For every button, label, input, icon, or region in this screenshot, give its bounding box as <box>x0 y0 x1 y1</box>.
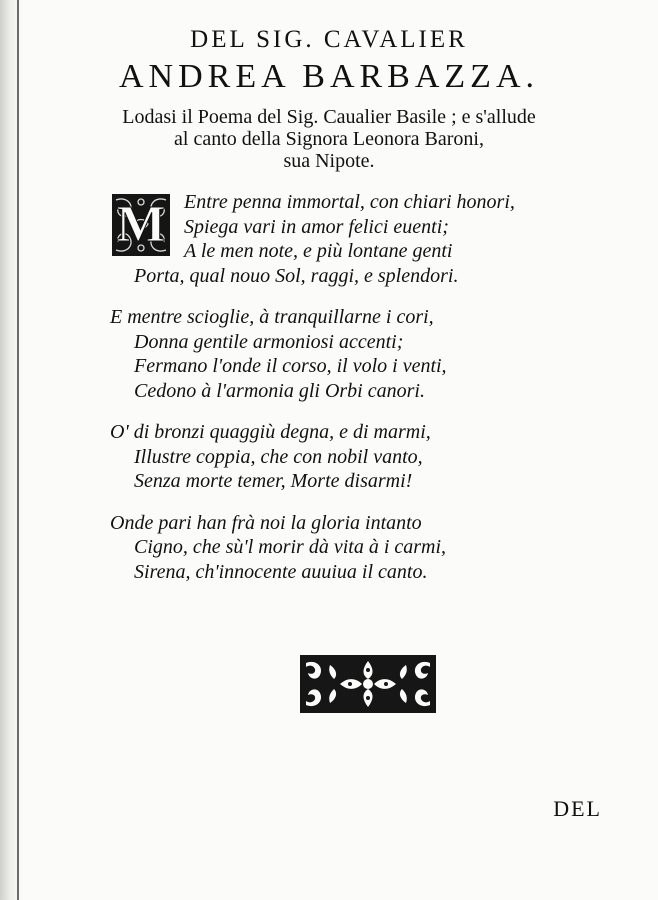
subtitle-line-1: Lodasi il Poema del Sig. Caualier Basile ; e s'allude <box>122 106 536 128</box>
verse-line: Illustre coppia, che con nobil vanto, <box>134 445 423 468</box>
initial-letter: M <box>116 196 166 253</box>
decorated-initial <box>112 194 170 256</box>
verse-line: Senza morte temer, Morte disarmi! <box>134 470 413 492</box>
verse-line: Sirena, ch'innocente auuiua il canto. <box>134 560 428 583</box>
poem-subtitle <box>0 106 658 172</box>
tailpiece-ornament-icon <box>300 655 436 713</box>
verse-line: Cigno, che sù'l morir dà vita à i carmi, <box>134 536 447 558</box>
verse-line: A le men note, e più lontane genti <box>184 240 453 262</box>
subtitle-line-3: sua Nipote. <box>283 150 375 172</box>
stanza-3 <box>110 420 580 494</box>
stanza-2 <box>110 305 580 403</box>
catchword: DEL <box>553 796 602 821</box>
verse-line: Cedono à l'armonia gli Orbi canori. <box>134 379 425 402</box>
stanza-4 <box>110 511 580 585</box>
verse-line: E mentre scioglie, à tranquillarne i cori, <box>110 306 434 328</box>
sonnet <box>110 190 580 601</box>
running-head: DEL SIG. CAVALIER <box>190 26 468 53</box>
verse-line: Porta, qual nouo Sol, raggi, e splendori. <box>134 264 459 287</box>
verse-line: Fermano l'onde il corso, il volo i venti, <box>134 355 447 377</box>
verse-line: Spiega vari in amor felici euenti; <box>184 215 449 238</box>
author-name: ANDREA BARBAZZA. <box>118 58 540 95</box>
verse-line: O' di bronzi quaggiù degna, e di marmi, <box>110 421 431 443</box>
verse-line: Entre penna immortal, con chiari honori, <box>184 191 515 213</box>
verse-line: Donna gentile armoniosi accenti; <box>134 330 404 353</box>
subtitle-line-2: al canto della Signora Leonora Baroni, <box>174 128 484 150</box>
stanza-1 <box>110 190 580 288</box>
verse-line: Onde pari han frà noi la gloria intanto <box>110 511 422 534</box>
